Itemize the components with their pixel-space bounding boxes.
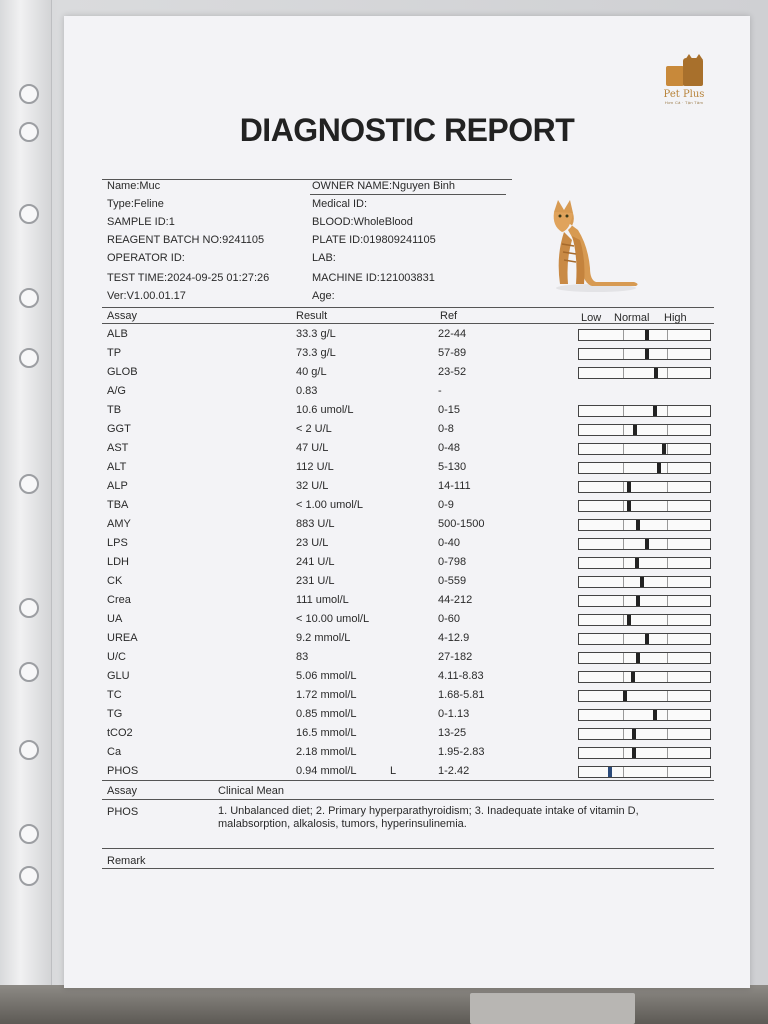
row-assay: UREA	[107, 632, 138, 644]
range-bar	[578, 348, 711, 360]
row-assay: GGT	[107, 423, 131, 435]
row-ref: 0-9	[438, 499, 454, 511]
range-bar	[578, 709, 711, 721]
row-assay: Crea	[107, 594, 131, 606]
range-marker	[653, 710, 657, 720]
clinical-mean-line-1: 1. Unbalanced diet; 2. Primary hyperparathyroidism; 3. Inadequate intake of vitamin D,	[218, 805, 639, 817]
row-result: 111 umol/L	[296, 594, 349, 606]
info-right-2: BLOOD:WholeBlood	[312, 216, 413, 228]
table-header-top-line	[102, 307, 714, 308]
clinic-logo	[652, 54, 716, 105]
row-ref: 0-48	[438, 442, 461, 454]
row-result: 5.06 mmol/L	[296, 670, 357, 682]
range-marker	[633, 425, 637, 435]
info-left-3: REAGENT BATCH NO:9241105	[107, 234, 265, 246]
range-marker	[653, 406, 657, 416]
sleeve-tab	[470, 993, 635, 1024]
row-ref: 1.95-2.83	[438, 746, 485, 758]
info-right-5: MACHINE ID:121003831	[312, 272, 435, 284]
row-result: 73.3 g/L	[296, 347, 336, 359]
range-marker	[645, 634, 649, 644]
range-marker	[645, 539, 649, 549]
punch-hole	[19, 474, 39, 494]
info-left-5: TEST TIME:2024-09-25 01:27:26	[107, 272, 270, 284]
row-assay: LDH	[107, 556, 130, 568]
row-assay: A/G	[107, 385, 126, 397]
row-ref: 5-130	[438, 461, 467, 473]
punch-hole	[19, 598, 39, 618]
range-bar	[578, 652, 711, 664]
header-high: High	[664, 312, 687, 324]
range-bar	[578, 405, 711, 417]
row-result: 112 U/L	[296, 461, 334, 473]
range-bar	[578, 595, 711, 607]
divider	[102, 848, 714, 849]
punch-hole	[19, 348, 39, 368]
row-result: < 10.00 umol/L	[296, 613, 370, 625]
row-ref: 1.68-5.81	[438, 689, 485, 701]
row-result: < 1.00 umol/L	[296, 499, 363, 511]
range-bar	[578, 538, 711, 550]
range-marker	[657, 463, 661, 473]
row-assay: GLOB	[107, 366, 138, 378]
row-result: 883 U/L	[296, 518, 335, 530]
range-bar	[578, 424, 711, 436]
row-ref: 22-44	[438, 328, 467, 340]
row-ref: 23-52	[438, 366, 467, 378]
info-right-3: PLATE ID:019809241105	[312, 234, 436, 246]
header-normal: Normal	[614, 312, 650, 324]
range-bar	[578, 462, 711, 474]
range-bar	[578, 557, 711, 569]
logo-name: Pet Plus	[663, 89, 705, 100]
divider	[102, 780, 714, 781]
row-assay: ALP	[107, 480, 128, 492]
info-right-1: Medical ID:	[312, 198, 368, 210]
range-bar	[578, 671, 711, 683]
row-ref: 0-40	[438, 537, 461, 549]
range-bar	[578, 367, 711, 379]
row-assay: LPS	[107, 537, 128, 549]
row-ref: 0-798	[438, 556, 467, 568]
punch-hole	[19, 866, 39, 886]
row-ref: 44-212	[438, 594, 473, 606]
range-bar	[578, 481, 711, 493]
range-marker	[635, 558, 639, 568]
range-marker	[627, 482, 631, 492]
clinical-header-assay: Assay	[107, 785, 137, 797]
punch-hole	[19, 824, 39, 844]
row-ref: 14-111	[438, 480, 471, 492]
info-right-4: LAB:	[312, 252, 336, 264]
clinical-mean-line-2: malabsorption, alkalosis, tumors, hyperinsulinemia.	[218, 818, 467, 830]
row-ref: 27-182	[438, 651, 473, 663]
range-bar	[578, 576, 711, 588]
row-assay: TP	[107, 347, 122, 359]
row-assay: TC	[107, 689, 122, 701]
desk-edge	[0, 985, 768, 1024]
range-marker	[636, 520, 640, 530]
row-result: 32 U/L	[296, 480, 329, 492]
range-bar	[578, 728, 711, 740]
row-assay: ALB	[107, 328, 128, 340]
row-ref: 4-12.9	[438, 632, 470, 644]
row-assay: AST	[107, 442, 129, 454]
report-paper	[64, 16, 750, 988]
range-bar	[578, 519, 711, 531]
punch-hole	[19, 288, 39, 308]
row-ref: 13-25	[438, 727, 467, 739]
logo-tagline: Hơn Cả · Tận Tâm	[664, 100, 704, 105]
range-marker	[627, 615, 631, 625]
range-bar	[578, 443, 711, 455]
row-result: 1.72 mmol/L	[296, 689, 357, 701]
row-result: 23 U/L	[296, 537, 329, 549]
range-marker	[632, 729, 636, 739]
range-marker	[608, 767, 612, 777]
binder-strip	[0, 0, 52, 1000]
row-ref: -	[438, 385, 442, 397]
range-marker	[662, 444, 666, 454]
row-assay: TG	[107, 708, 123, 720]
row-assay: tCO2	[107, 727, 133, 739]
row-assay: ALT	[107, 461, 127, 473]
row-assay: AMY	[107, 518, 131, 530]
range-bar	[578, 500, 711, 512]
row-result: 9.2 mmol/L	[296, 632, 351, 644]
row-result: 33.3 g/L	[296, 328, 336, 340]
info-left-4: OPERATOR ID:	[107, 252, 185, 264]
row-result: 83	[296, 651, 309, 663]
divider	[102, 868, 714, 869]
range-marker	[645, 349, 649, 359]
range-marker	[632, 748, 636, 758]
punch-hole	[19, 740, 39, 760]
divider	[102, 799, 714, 800]
row-result: 40 g/L	[296, 366, 327, 378]
range-marker	[654, 368, 658, 378]
remark-label: Remark	[107, 855, 146, 867]
range-bar	[578, 614, 711, 626]
header-ref: Ref	[440, 310, 458, 322]
cat-photo	[534, 196, 644, 296]
info-left-1: Type:Feline	[107, 198, 164, 210]
row-assay: Ca	[107, 746, 122, 758]
divider	[310, 194, 506, 195]
row-assay: TB	[107, 404, 122, 416]
row-result: 2.18 mmol/L	[296, 746, 357, 758]
row-result: 0.94 mmol/L	[296, 765, 357, 777]
row-assay: CK	[107, 575, 123, 587]
row-result: 0.85 mmol/L	[296, 708, 357, 720]
punch-hole	[19, 122, 39, 142]
info-right-6: Age:	[312, 290, 335, 302]
row-assay: UA	[107, 613, 123, 625]
row-ref: 0-1.13	[438, 708, 470, 720]
header-result: Result	[296, 310, 328, 322]
range-bar	[578, 766, 711, 778]
range-marker	[640, 577, 644, 587]
header-assay: Assay	[107, 310, 137, 322]
pet-plus-logo-icon	[662, 54, 706, 88]
row-assay: GLU	[107, 670, 130, 682]
row-ref: 0-60	[438, 613, 461, 625]
punch-hole	[19, 662, 39, 682]
row-result: < 2 U/L	[296, 423, 332, 435]
info-left-2: SAMPLE ID:1	[107, 216, 175, 228]
row-ref: 500-1500	[438, 518, 485, 530]
row-assay: PHOS	[107, 765, 139, 777]
row-assay: TBA	[107, 499, 129, 511]
row-result: 241 U/L	[296, 556, 335, 568]
range-marker	[631, 672, 635, 682]
row-result: 231 U/L	[296, 575, 335, 587]
punch-hole	[19, 84, 39, 104]
info-left-6: Ver:V1.00.01.17	[107, 290, 186, 302]
row-result: 16.5 mmol/L	[296, 727, 357, 739]
row-ref: 1-2.42	[438, 765, 470, 777]
row-result: 10.6 umol/L	[296, 404, 354, 416]
row-result: 47 U/L	[296, 442, 329, 454]
punch-hole	[19, 204, 39, 224]
range-marker	[645, 330, 649, 340]
info-right-0: OWNER NAME:Nguyen Binh	[312, 180, 456, 192]
range-marker	[623, 691, 627, 701]
header-low: Low	[581, 312, 602, 324]
row-result: 0.83	[296, 385, 318, 397]
range-bar	[578, 747, 711, 759]
report-title: DIAGNOSTIC REPORT	[239, 112, 575, 148]
range-marker	[636, 653, 640, 663]
range-bar	[578, 329, 711, 341]
row-ref: 4.11-8.83	[438, 670, 484, 682]
row-assay: U/C	[107, 651, 126, 663]
row-ref: 0-15	[438, 404, 461, 416]
range-marker	[636, 596, 640, 606]
clinical-assay: PHOS	[107, 806, 139, 818]
info-left-0: Name:Muc	[107, 180, 161, 192]
range-marker	[627, 501, 631, 511]
clinical-header-mean: Clinical Mean	[218, 785, 285, 797]
range-bar	[578, 633, 711, 645]
row-flag: L	[390, 765, 397, 777]
row-ref: 57-89	[438, 347, 467, 359]
range-bar	[578, 690, 711, 702]
row-ref: 0-559	[438, 575, 467, 587]
row-ref: 0-8	[438, 423, 454, 435]
